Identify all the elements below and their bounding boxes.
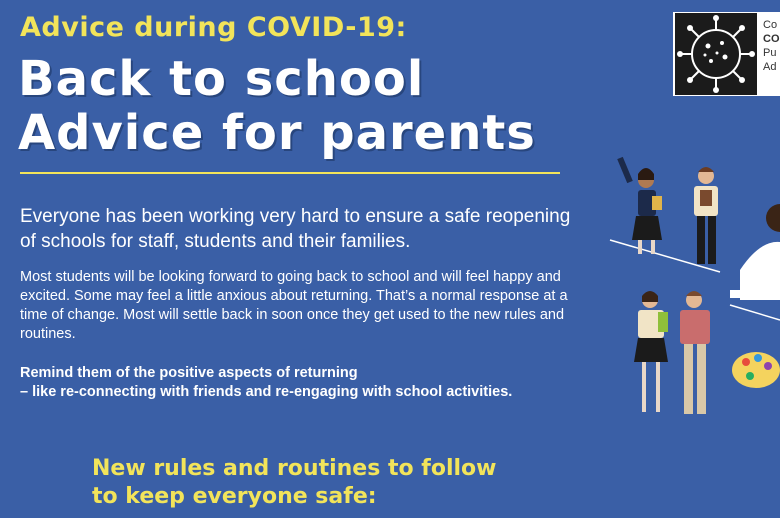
logo-line-1: Co <box>763 19 778 31</box>
section-heading <box>92 455 496 511</box>
body-paragraph: Most students will be looking forward to going back to school and will feel happy and excited. Some may feel a little anxious about returning. That’s a normal response at a time of change. Most will settle back in soon once they get used to the new rules and routines. <box>20 269 568 342</box>
virus-icon <box>675 13 757 95</box>
student-boy-vest <box>680 291 710 414</box>
logo-text <box>763 18 780 74</box>
remind-paragraph <box>20 364 600 402</box>
logo-line-2: CO <box>763 33 780 45</box>
title-line-1: Back to school <box>18 51 425 107</box>
remind-suffix: – like re-connecting with friends and re-engaging with school activities. <box>20 384 513 400</box>
students-illustration <box>600 150 780 430</box>
remind-prefix: Remind them of the <box>20 365 160 381</box>
title-line-2: Advice for parents <box>18 105 536 161</box>
student-boy <box>694 167 718 264</box>
page-title <box>18 52 536 160</box>
paint-palette-icon <box>732 352 780 388</box>
student-girl <box>634 291 668 412</box>
logo-line-4: Ad <box>763 61 777 73</box>
section-heading-line-1: New rules and routines to follow <box>92 456 497 481</box>
divider <box>20 172 560 174</box>
section-heading-line-2: to keep everyone safe: <box>92 484 377 509</box>
organisation-logo <box>673 12 780 96</box>
student-girl-raised-hand <box>620 158 662 254</box>
lead-paragraph: Everyone has been working very hard to ensure a safe reopening of schools for staff, students and their families. <box>20 206 571 252</box>
logo-line-3: Pu <box>763 47 777 59</box>
remind-bold: positive aspects of returning <box>159 365 358 381</box>
student-at-desk <box>730 204 780 300</box>
kicker-heading: Advice during COVID-19: <box>20 12 407 43</box>
